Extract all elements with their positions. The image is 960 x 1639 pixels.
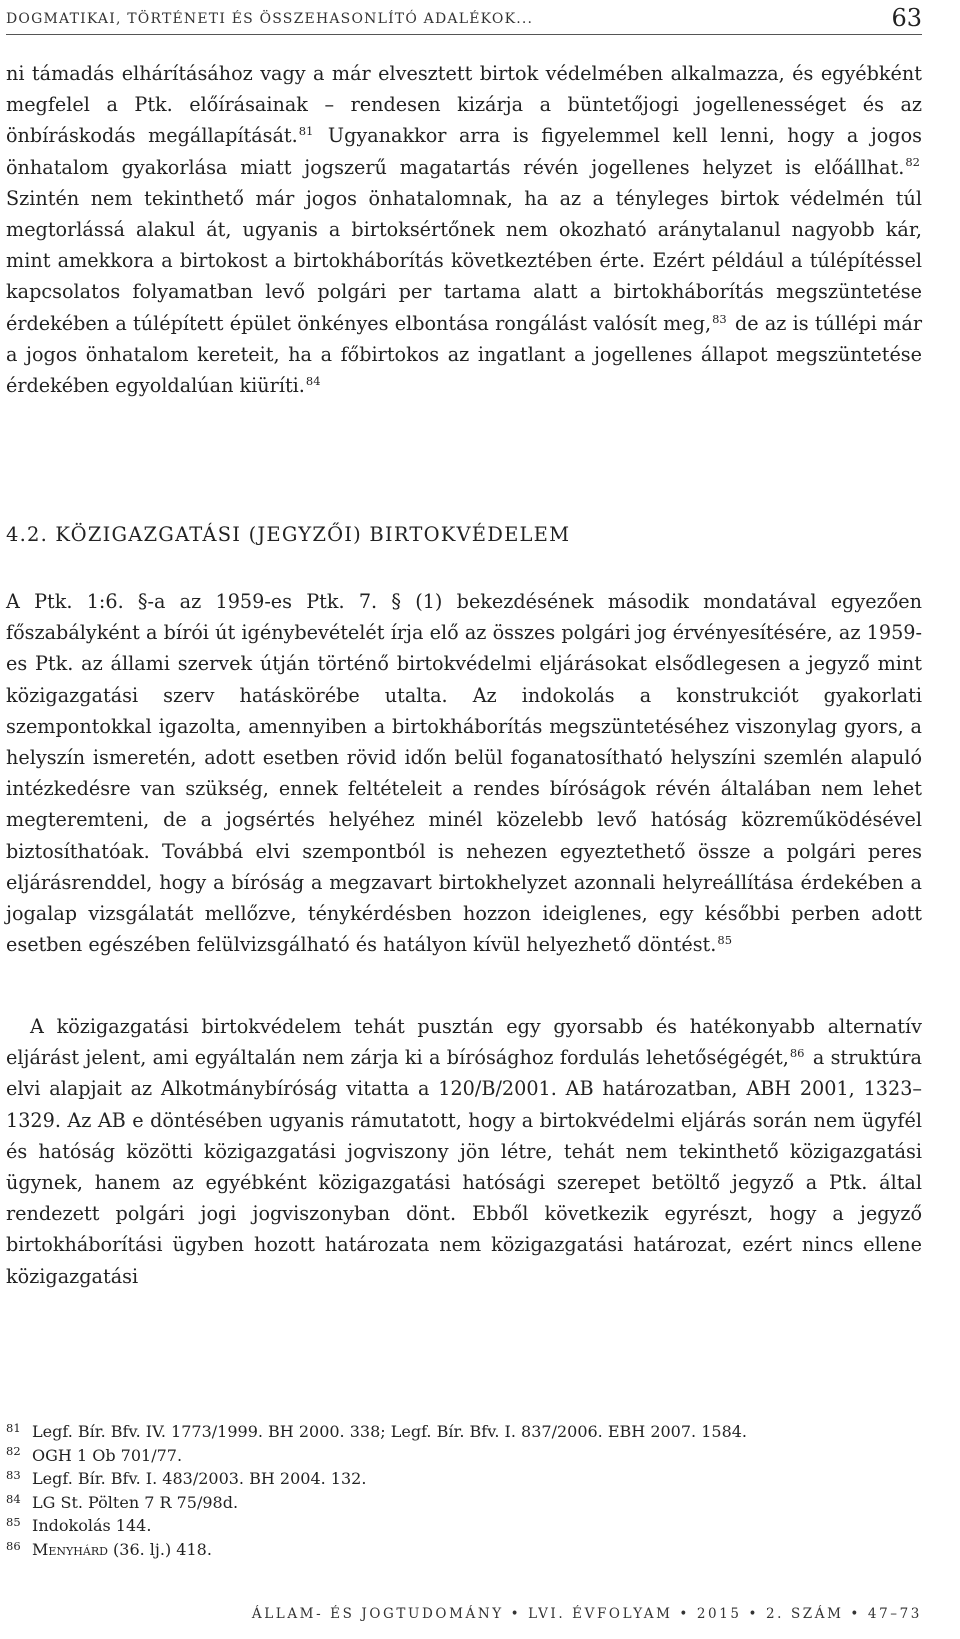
text-segment: Ugyanakkor arra is figyelemmel kell lenni, hogy a jogos önhatalom gyakorlása miatt jogszerű magatartás révén jogellenes helyzet is előállhat. bbox=[6, 124, 922, 179]
text-segment: a struktúra elvi alapjait az Alkotmánybíróság vitatta a 120/B/2001. AB határozatban, ABH 2001, 1323–1329. Az AB e döntésében ugyanis rámutatott, hogy a birtokvédelmi eljárás során nem ügyfél és hatóság közötti közigazgatási jogviszony jön létre, tehát nem tekinthető közigazgatási ügynek, hanem az egyébként közigazgatási hatósági szerepet betöltő jegyző a Ptk. által rendezett polgári jogi jogviszonyban dönt. Ebből következik egyrészt, hogy a jegyző birtokháborítási ügyben hozott határozata nem közigazgatási határozat, ezért nincs ellene közigazgatási bbox=[6, 1046, 922, 1288]
footnote-reference[interactable]: 86 bbox=[789, 1046, 805, 1061]
text-segment: Szintén nem tekinthető már jogos önhatalomnak, ha az a tényleges birtok védelmén túl megtorlássá alakul át, ugyanis a birtoksértőnek nem okozható aránytalanul nagyobb kár, mint amekkora a birtokost a birtokháborítás következtében érte. Ezért például a túlépítéssel kapcsolatos folyamatban levő polgári per tartama alatt a birtokháborítás megszüntetése érdekében a túlépített épület önkényes elbontása rongálást valósít meg, bbox=[6, 186, 922, 335]
footnote: 81 Legf. Bír. Bfv. IV. 1773/1999. BH 2000. 338; Legf. Bír. Bfv. I. 837/2006. EBH 2007. 1584. bbox=[6, 1420, 748, 1441]
footnote-reference[interactable]: 85 bbox=[717, 933, 733, 948]
footnote-reference[interactable]: 83 bbox=[712, 311, 727, 326]
text-segment: ni támadás elhárításához vagy a már elvesztett birtok védelmében alkalmazza, és egyébként megfelel a Ptk. előírásainak – rendesen kizárja a büntetőjogi jogellenességet és az önbíráskodás megállapítását. bbox=[6, 62, 922, 148]
body-paragraph bbox=[6, 58, 922, 401]
text-segment: A közigazgatási birtokvédelem tehát pusztán egy gyorsabb és hatékonyabb alternatív eljárást jelent, ami egyáltalán nem zárja ki a bírósághoz fordulás lehetőségégét, bbox=[6, 1015, 922, 1070]
running-title: DOGMATIKAI, TÖRTÉNETI ÉS ÖSSZEHASONLÍTÓ ADALÉKOK... bbox=[6, 11, 534, 27]
section-heading: 4.2. KÖZIGAZGATÁSI (JEGYZŐI) BIRTOKVÉDELEM bbox=[6, 523, 571, 546]
footnote-text: Legf. Bír. Bfv. I. 483/2003. BH 2004. 132. bbox=[32, 1469, 367, 1489]
footnote: 84 LG St. Pölten 7 R 75/98d. bbox=[6, 1491, 239, 1512]
footnote: 86 Menyhárd (36. lj.) 418. bbox=[6, 1538, 212, 1559]
running-footer: ÁLLAM- ÉS JOGTUDOMÁNY • LVI. ÉVFOLYAM • 2015 • 2. SZÁM • 47–73 bbox=[251, 1606, 922, 1622]
footnote: 83 Legf. Bír. Bfv. I. 483/2003. BH 2004. 132. bbox=[6, 1468, 367, 1489]
footnote-text: LG St. Pölten 7 R 75/98d. bbox=[32, 1492, 239, 1512]
text-segment: A Ptk. 1:6. §-a az 1959-es Ptk. 7. § (1) bekezdésének második mondatával egyezően főszabályként a bírói út igénybevételét írja elő az összes polgári jog érvényesítésére, az 1959-es Ptk. az állami szervek útján történő birtokvédelmi eljárásokat elsődlegesen a jegyző mint közigazgatási szerv hatáskörébe utalta. Az indokolás a konstrukciót gyakorlati szempontokkal igazolta, amennyiben a birtokháborítás megszüntetéséhez viszonylag gyors, a helyszín ismeretén, adott esetben rövid időn belül foganatosítható helyszíni szemlén alapuló intézkedésre van szükség, ennek feltételeit a rendes bíróságok révén általában nem lehet megteremteni, de a jogsértés helyéhez minél közelebb levő hatóság közreműködésével biztosíthatóak. Továbbá elvi szempontból is nehezen egyeztethető össze a polgári peres eljárásrenddel, hogy a bíróság a megzavart birtokhelyzet azonnali helyreállítása érdekében a jogalap vizsgálatát mellőzve, ténykérdésben hozzon ideiglenes, egy későbbi perben adott esetben egészében felülvizsgálható és hatályon kívül helyezhető döntést. bbox=[6, 590, 922, 957]
text-segment: de az is túllépi már a jogos önhatalom kereteit, ha a főbirtokos az ingatlant a jogellenes állapot megszüntetése érdekében egyoldalúan kiüríti. bbox=[6, 311, 922, 398]
footnote-reference[interactable]: 84 bbox=[305, 373, 321, 388]
footnote: 82 OGH 1 Ob 701/77. bbox=[6, 1444, 183, 1465]
footnote-text: Legf. Bír. Bfv. IV. 1773/1999. BH 2000. 338; Legf. Bír. Bfv. I. 837/2006. EBH 2007. 1584. bbox=[32, 1422, 748, 1441]
body-paragraph bbox=[6, 1011, 922, 1292]
page-number: 63 bbox=[891, 4, 922, 32]
running-header bbox=[6, 4, 922, 35]
footnotes bbox=[6, 1420, 922, 1562]
footnote-text: (36. lj.) 418. bbox=[107, 1539, 212, 1559]
footnote-author: Menyhárd bbox=[32, 1539, 108, 1559]
footnote-text: Indokolás 144. bbox=[32, 1516, 152, 1536]
footnote-text: OGH 1 Ob 701/77. bbox=[32, 1445, 183, 1465]
footnote-reference[interactable]: 82 bbox=[905, 155, 920, 170]
footnote-reference[interactable]: 81 bbox=[298, 124, 314, 139]
body-paragraph bbox=[6, 586, 922, 960]
footnote: 85 Indokolás 144. bbox=[6, 1515, 152, 1536]
